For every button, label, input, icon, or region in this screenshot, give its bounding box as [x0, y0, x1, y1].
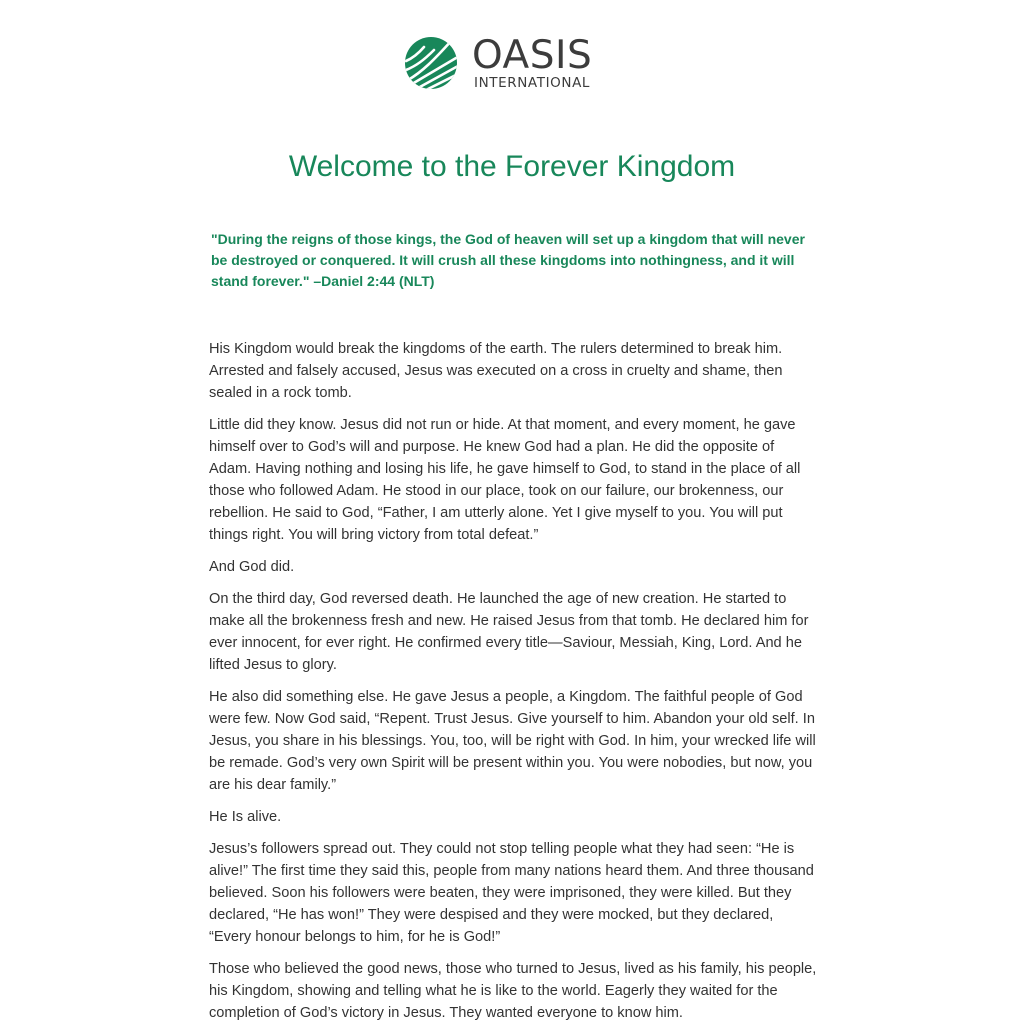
- oasis-logo[interactable]: [404, 33, 616, 94]
- page-title: Welcome to the Forever Kingdom: [288, 150, 736, 183]
- paragraph: On the third day, God reversed death. He launched the age of new creation. He started to make all the brokenness fresh and new. He raised Jesus from that tomb. He declared him for ever innocent, for ever right. He confirmed every title—Saviour, Messiah, King, Lord. And he lifted Jesus to glory.: [209, 591, 809, 673]
- brand-subtitle: INTERNATIONAL: [474, 75, 591, 91]
- scripture-quote: "During the reigns of those kings, the God of heaven will set up a kingdom that will never be destroyed or conquered. It will crush all these kingdoms into nothingness, and it will stand forever." –Daniel 2:44 (NLT): [211, 231, 805, 289]
- brand-name: OASIS: [472, 33, 593, 78]
- paragraph: Those who believed the good news, those who turned to Jesus, lived as his family, his people, his Kingdom, showing and telling what he is like to the world. Eagerly they waited for the completion of God’s victory in Jesus. They wanted everyone to know him.: [209, 961, 817, 1021]
- paragraph: Jesus’s followers spread out. They could not stop telling people what they had seen: “He is alive!” The first time they said this, people from many nations heard them. And three thousand believed. Soon his followers were beaten, they were imprisoned, they were killed. But they declared, “He has won!” They were despised and they were mocked, but they declared, “Every honour belongs to him, for he is God!”: [209, 841, 814, 945]
- paragraph: He also did something else. He gave Jesus a people, a Kingdom. The faithful people of God were few. Now God said, “Repent. Trust Jesus. Give yourself to him. Abandon your old self. In Jesus, you share in his blessings. You, too, will be right with God. In him, your wrecked life will be remade. God’s very own Spirit will be present within you. You were nobodies, but now, you are his dear family.”: [209, 689, 816, 793]
- palm-leaf-icon: [404, 36, 458, 90]
- paragraph: His Kingdom would break the kingdoms of the earth. The rulers determined to break him. Arrested and falsely accused, Jesus was executed on a cross in cruelty and shame, then sealed in a rock tomb.: [209, 341, 783, 401]
- paragraph: Little did they know. Jesus did not run or hide. At that moment, and every moment, he gave himself over to God’s will and purpose. He knew God had a plan. He did the opposite of Adam. Having nothing and losing his life, he gave himself to God, to stand in the place of all those who followed Adam. He stood in our place, took on our failure, our brokenness, our rebellion. He said to God, “Father, I am utterly alone. Yet I give myself to you. You will put things right. You will bring victory from total defeat.”: [209, 417, 801, 543]
- paragraph: And God did.: [209, 559, 295, 575]
- article-body: [209, 338, 819, 1034]
- paragraph: He Is alive.: [209, 809, 282, 825]
